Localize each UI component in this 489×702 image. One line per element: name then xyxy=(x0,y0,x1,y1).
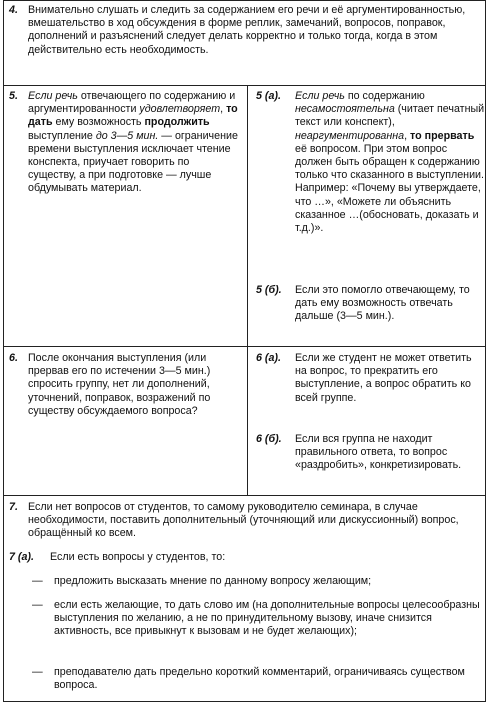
column-divider xyxy=(247,347,248,495)
section-6a-text: Если же студент не может ответить на вопрос, то прекратить его выступление, а вопрос обратить ко всей группе. xyxy=(295,352,472,404)
bullet-3-text: преподавателю дать предельно короткий комментарий, ограничиваясь существом вопроса. xyxy=(54,666,465,692)
section-5-left-text: Если речь отвечающего по содержанию и аргументированности удовлетворяет, то дать ему возможность продолжить выступление до 3—5 мин. — ограничение времени выступления исключает чтение конспекта, приучает говорить по существу, а при подготовке — лучше обдумывать материал. xyxy=(28,90,238,195)
section-6a-number: 6 (а). xyxy=(256,352,281,364)
bullet-2-text: если есть желающие, то дать слово им (на дополнительные вопросы целесообразны выступления по желанию, а не по принудительному вызову, иначе снизится активность, все привыкнут к вызовам и не будет желающих); xyxy=(54,599,480,638)
section-6b-text: Если вся группа не находит правильного ответа, то вопрос «раздробить», конкретизировать. xyxy=(295,433,462,472)
section-4-text: Внимательно слушать и следить за содержанием его речи и её аргументированностью, вмешательство в ход обсуждения в форме реплик, замечаний, вопросов, поправок, дополнений и разъяснений следует делать корректно и только тогда, когда в этом действительно есть необходимость. xyxy=(28,4,466,56)
methodology-table xyxy=(3,0,486,702)
section-4 xyxy=(3,0,486,86)
bullet-dash: — xyxy=(32,599,43,611)
column-divider xyxy=(247,86,248,346)
bullet-1-text: предложить высказать мнение по данному вопросу желающим; xyxy=(54,575,372,587)
section-7-number: 7. xyxy=(9,501,18,513)
bullet-dash: — xyxy=(32,575,43,587)
section-7a-number: 7 (а). xyxy=(9,551,34,563)
section-5 xyxy=(3,85,486,347)
section-7a-text: Если есть вопросы у студентов, то: xyxy=(50,551,226,563)
section-5a-number: 5 (а). xyxy=(256,90,281,102)
section-6b-number: 6 (б). xyxy=(256,433,282,445)
section-5-number: 5. xyxy=(9,90,18,102)
bullet-dash: — xyxy=(32,666,43,678)
section-4-number: 4. xyxy=(9,4,18,16)
section-5b-text: Если это помогло отвечающему, то дать ему возможность отвечать дальше (3—5 мин.). xyxy=(295,284,470,323)
section-6-number: 6. xyxy=(9,352,18,364)
section-7-text: Если нет вопросов от студентов, то самому руководителю семинара, в случае необходимости, поставить дополнительный (уточняющий или дискуссионный) вопрос, обращённый ко всем. xyxy=(28,501,459,540)
section-5a-text: Если речь по содержанию несамостоятельна (читает печатный текст или конспект), неаргументированна, то прервать её вопросом. При этом вопрос должен быть обращен к содержанию только что сказанного в выступлении. Например: «Почему вы утверждаете, что …», «Можете ли объяснить сказанное …(обосновать, доказать и т.д.)». xyxy=(295,90,485,235)
section-6-left-text: После окончания выступления (или прервав его по истечении 3—5 мин.) спросить группу, нет ли дополнений, уточнений, поправок, возражений по существу обсуждаемого вопроса? xyxy=(28,352,211,417)
section-7 xyxy=(3,495,486,702)
section-5b-number: 5 (б). xyxy=(256,284,282,296)
section-6 xyxy=(3,346,486,496)
